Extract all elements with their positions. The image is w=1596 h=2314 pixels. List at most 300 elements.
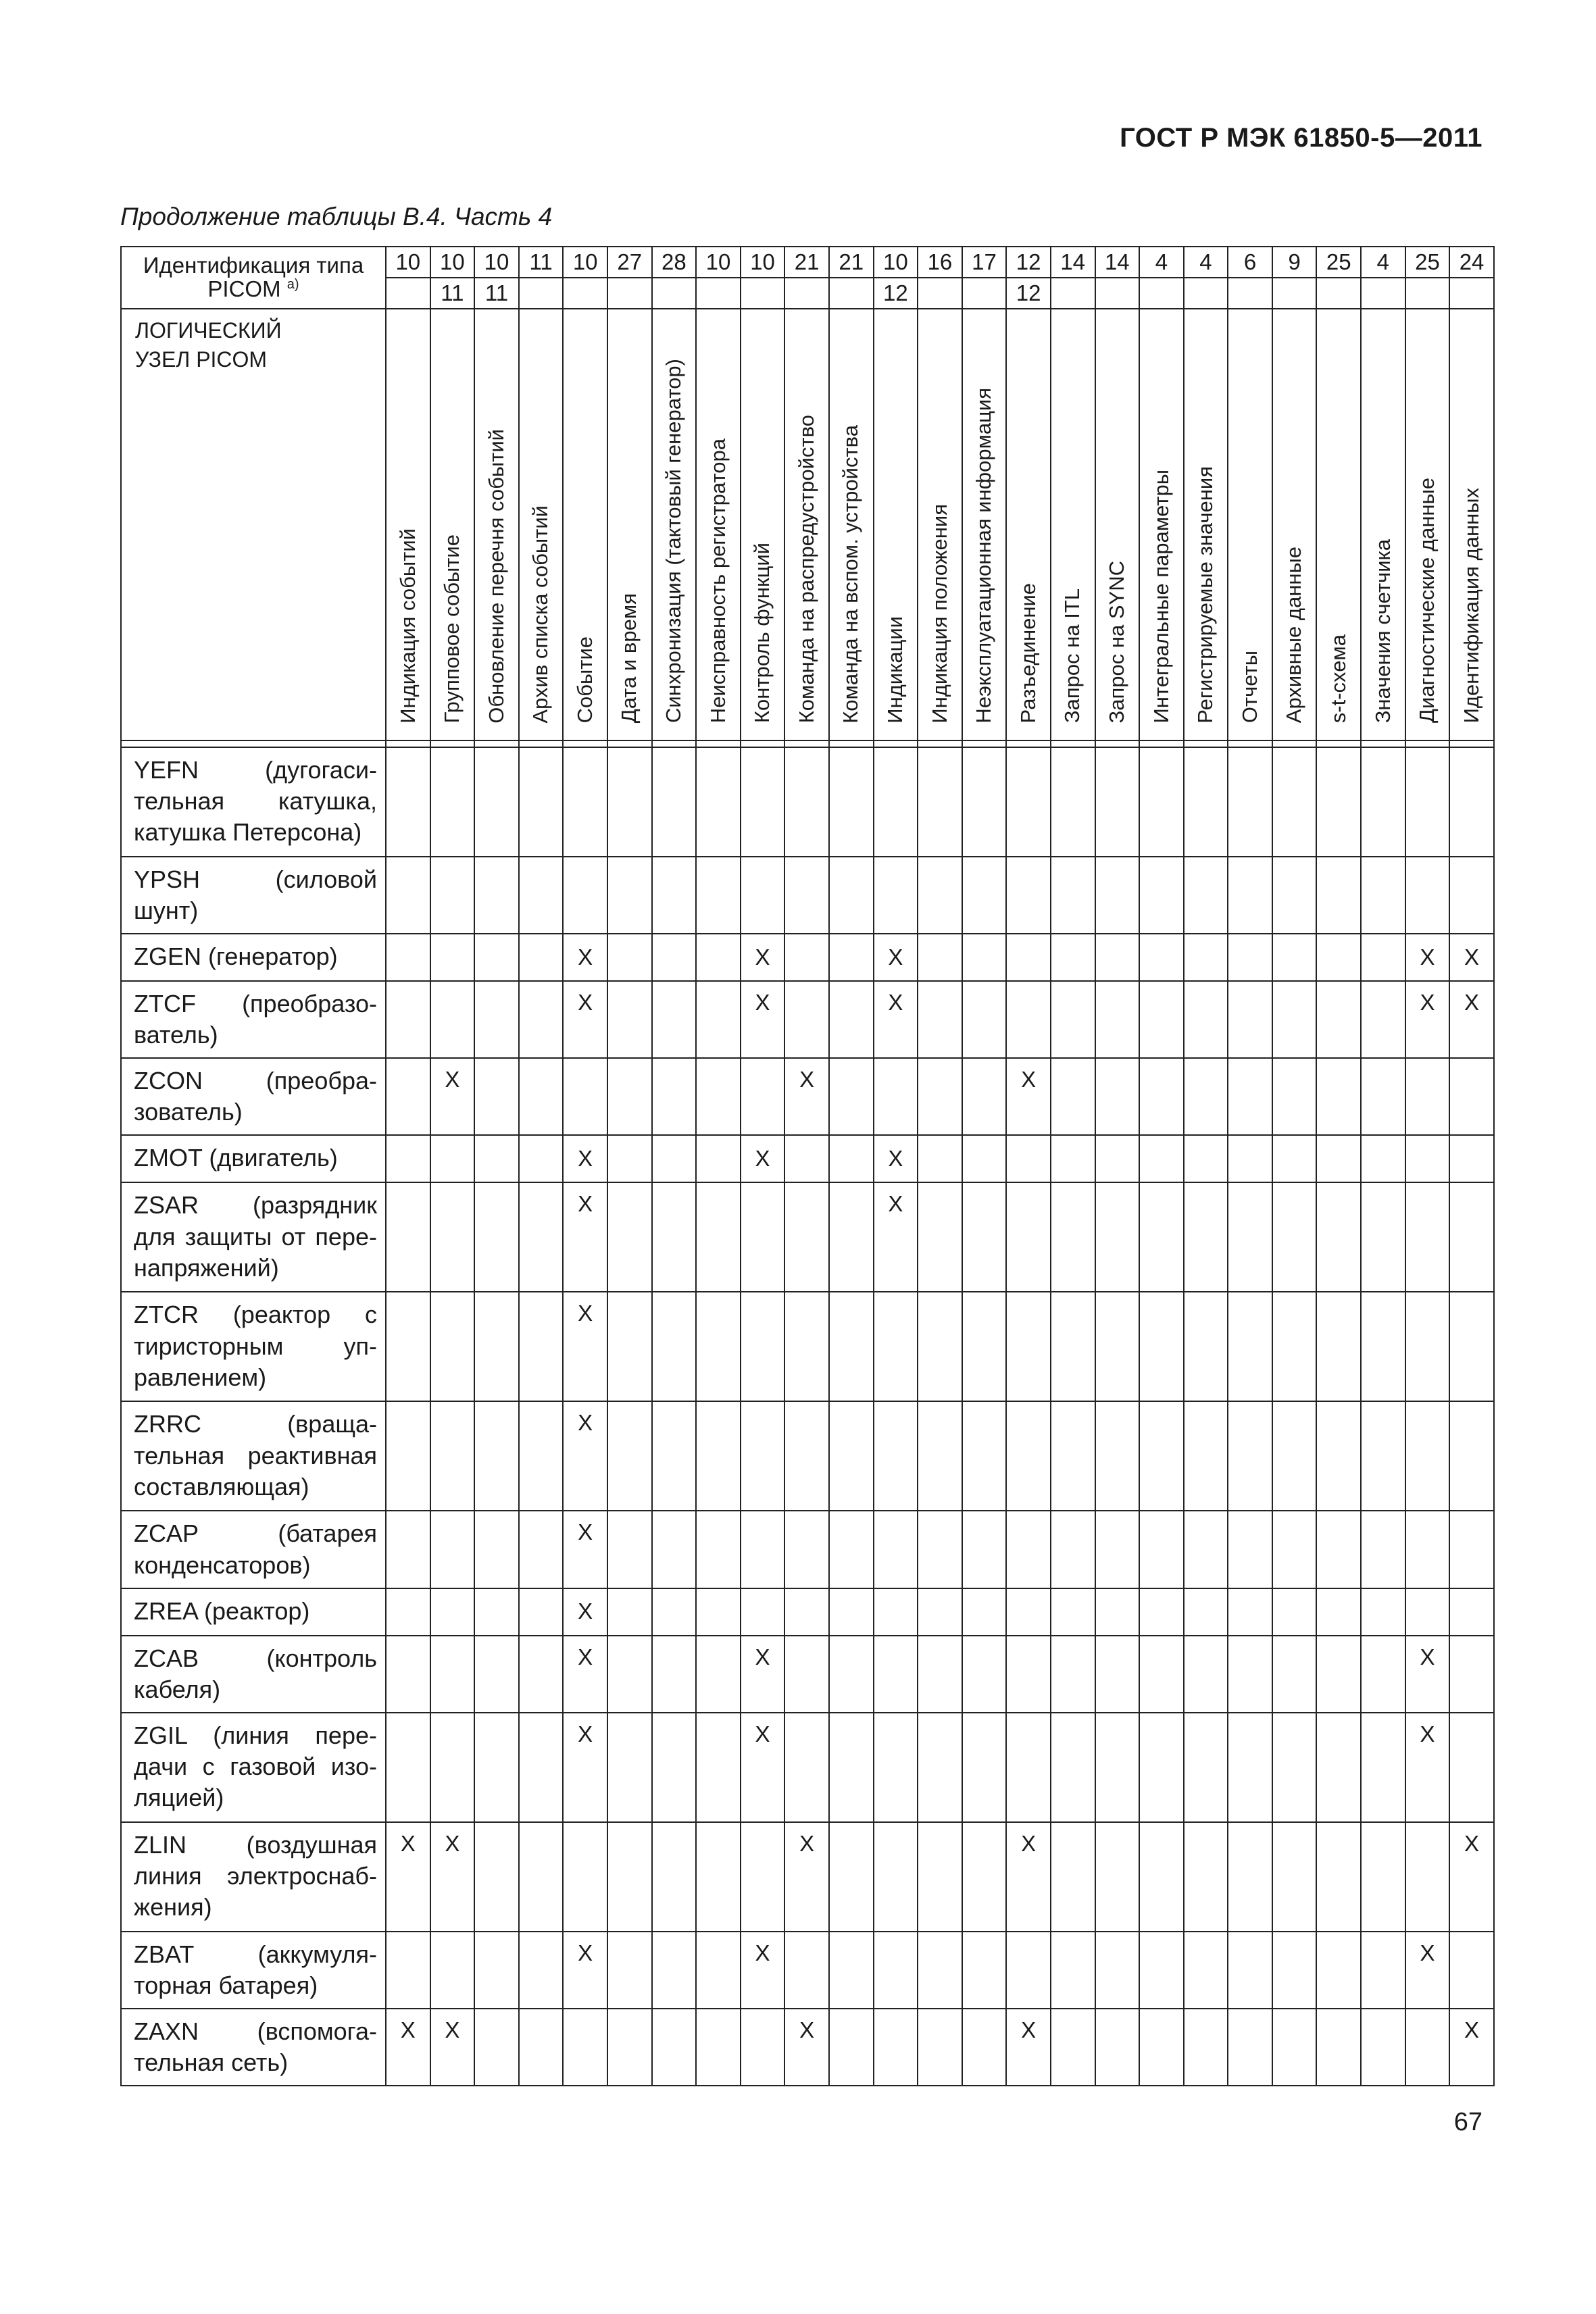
type-id-label: Идентификация типа PICOM (143, 253, 364, 301)
empty-cell (1228, 981, 1272, 1058)
empty-cell (1051, 934, 1095, 981)
x-mark: X (386, 1822, 430, 1932)
column-header (652, 309, 697, 740)
type-id-subcell (1361, 278, 1405, 309)
empty-cell (1228, 1135, 1272, 1182)
empty-cell (519, 981, 564, 1058)
empty-cell (1316, 1182, 1361, 1292)
empty-cell (519, 857, 564, 934)
empty-cell (784, 1292, 829, 1401)
empty-cell (1316, 747, 1361, 857)
empty-cell (1139, 1588, 1184, 1636)
empty-cell (1051, 1292, 1095, 1401)
empty-cell (430, 981, 475, 1058)
empty-cell (1095, 1713, 1140, 1822)
logical-node-name: ZREA (реактор) (121, 1588, 386, 1636)
separator-cell (519, 740, 564, 747)
x-mark: X (874, 934, 918, 981)
type-id-cell: 24 (1449, 247, 1494, 278)
empty-cell (1316, 1511, 1361, 1588)
empty-cell (1139, 1511, 1184, 1588)
logical-node-header (121, 309, 386, 740)
empty-cell (874, 1636, 918, 1713)
empty-cell (1006, 934, 1051, 981)
type-id-subcell: 11 (430, 278, 475, 309)
empty-cell (1006, 1401, 1051, 1511)
empty-cell (918, 747, 962, 857)
type-id-cell: 9 (1272, 247, 1317, 278)
empty-cell (519, 1822, 564, 1932)
x-mark: X (563, 981, 607, 1058)
empty-cell (430, 934, 475, 981)
column-header-label: Команда на вспом. устройства (839, 424, 863, 724)
empty-cell (829, 1636, 874, 1713)
x-mark: X (430, 2009, 475, 2086)
empty-cell (607, 1135, 652, 1182)
empty-cell (741, 1401, 785, 1511)
logical-node-name: ZCON (преобразователь) (121, 1058, 386, 1135)
x-mark: X (784, 1822, 829, 1932)
empty-cell (474, 857, 519, 934)
column-header (741, 309, 785, 740)
empty-cell (519, 747, 564, 857)
empty-cell (652, 747, 697, 857)
empty-cell (652, 1401, 697, 1511)
empty-cell (563, 747, 607, 857)
column-header-label: Индикация событий (395, 528, 420, 724)
empty-cell (1051, 857, 1095, 934)
column-header (607, 309, 652, 740)
type-id-subcell (696, 278, 741, 309)
empty-cell (1184, 981, 1228, 1058)
empty-cell (607, 1636, 652, 1713)
empty-cell (696, 1713, 741, 1822)
empty-cell (1272, 857, 1317, 934)
x-mark: X (1405, 1932, 1450, 2009)
empty-cell (386, 1292, 430, 1401)
empty-cell (519, 1511, 564, 1588)
document-header: ГОСТ Р МЭК 61850-5—2011 (1120, 123, 1482, 153)
type-id-subcell (563, 278, 607, 309)
empty-cell (696, 934, 741, 981)
logical-node-name: ZGIL (линия передачи с газовой изоляцией) (121, 1713, 386, 1822)
type-id-cell: 10 (386, 247, 430, 278)
x-mark: X (1405, 1713, 1450, 1822)
column-header-label: Обновление перечня событий (484, 428, 508, 724)
empty-cell (1449, 1182, 1494, 1292)
empty-cell (430, 1511, 475, 1588)
empty-cell (563, 1822, 607, 1932)
empty-cell (962, 1135, 1007, 1182)
x-mark: X (784, 1058, 829, 1135)
empty-cell (1051, 1135, 1095, 1182)
x-mark: X (563, 1636, 607, 1713)
empty-cell (784, 857, 829, 934)
x-mark: X (741, 981, 785, 1058)
separator-cell (696, 740, 741, 747)
x-mark: X (1449, 2009, 1494, 2086)
empty-cell (962, 1822, 1007, 1932)
empty-cell (1228, 1058, 1272, 1135)
empty-cell (1272, 2009, 1317, 2086)
empty-cell (1361, 1182, 1405, 1292)
empty-cell (1184, 1932, 1228, 2009)
empty-cell (652, 1292, 697, 1401)
empty-cell (918, 1058, 962, 1135)
empty-cell (1228, 747, 1272, 857)
empty-cell (1184, 747, 1228, 857)
empty-cell (1405, 747, 1450, 857)
empty-cell (1361, 1932, 1405, 2009)
table-row (121, 1636, 1494, 1713)
empty-cell (1095, 1511, 1140, 1588)
column-header (430, 309, 475, 740)
column-header (563, 309, 607, 740)
separator-cell (1184, 740, 1228, 747)
logical-node-name: ZMOT (двигатель) (121, 1135, 386, 1182)
type-id-cell: 17 (962, 247, 1007, 278)
empty-cell (918, 1822, 962, 1932)
empty-cell (430, 857, 475, 934)
separator-cell (1228, 740, 1272, 747)
empty-cell (1449, 1135, 1494, 1182)
empty-cell (741, 2009, 785, 2086)
empty-cell (962, 1058, 1007, 1135)
empty-cell (1361, 1511, 1405, 1588)
empty-cell (1361, 1588, 1405, 1636)
empty-cell (829, 981, 874, 1058)
empty-cell (1051, 1636, 1095, 1713)
column-header (1449, 309, 1494, 740)
empty-cell (607, 1058, 652, 1135)
table-row (121, 857, 1494, 934)
separator-cell (829, 740, 874, 747)
empty-cell (1361, 747, 1405, 857)
separator-cell (1449, 740, 1494, 747)
empty-cell (1051, 747, 1095, 857)
empty-cell (741, 1292, 785, 1401)
column-header-label: Неэксплуатационная информация (972, 387, 996, 724)
type-id-subcell (829, 278, 874, 309)
empty-cell (696, 1292, 741, 1401)
empty-cell (1051, 1822, 1095, 1932)
type-id-cell: 16 (918, 247, 962, 278)
empty-cell (607, 1401, 652, 1511)
x-mark: X (741, 934, 785, 981)
x-mark: X (874, 1135, 918, 1182)
empty-cell (1006, 1588, 1051, 1636)
empty-cell (962, 1401, 1007, 1511)
table-row (121, 1588, 1494, 1636)
empty-cell (1006, 747, 1051, 857)
type-id-subcell (519, 278, 564, 309)
x-mark: X (874, 1182, 918, 1292)
column-header (386, 309, 430, 740)
empty-cell (829, 1135, 874, 1182)
separator-cell (121, 740, 386, 747)
empty-cell (784, 1932, 829, 2009)
separator-cell (563, 740, 607, 747)
type-id-subcell (918, 278, 962, 309)
empty-cell (784, 981, 829, 1058)
empty-cell (1405, 1822, 1450, 1932)
x-mark: X (741, 1932, 785, 2009)
empty-cell (1405, 1182, 1450, 1292)
empty-cell (1361, 1135, 1405, 1182)
empty-cell (741, 1182, 785, 1292)
empty-cell (1051, 1182, 1095, 1292)
empty-cell (1272, 1182, 1317, 1292)
empty-cell (829, 1713, 874, 1822)
empty-cell (386, 1401, 430, 1511)
empty-cell (918, 1713, 962, 1822)
empty-cell (1139, 2009, 1184, 2086)
empty-cell (1184, 1713, 1228, 1822)
type-id-subcell (607, 278, 652, 309)
empty-cell (607, 1588, 652, 1636)
empty-cell (1139, 1292, 1184, 1401)
empty-cell (1361, 934, 1405, 981)
empty-cell (918, 1932, 962, 2009)
empty-cell (1139, 934, 1184, 981)
empty-cell (519, 1058, 564, 1135)
type-id-subcell (386, 278, 430, 309)
empty-cell (874, 1713, 918, 1822)
empty-cell (652, 1511, 697, 1588)
type-id-cell: 10 (474, 247, 519, 278)
empty-cell (1095, 1058, 1140, 1135)
empty-cell (1051, 1713, 1095, 1822)
empty-cell (829, 1401, 874, 1511)
x-mark: X (563, 1401, 607, 1511)
empty-cell (652, 857, 697, 934)
table-row (121, 1932, 1494, 2009)
logical-node-label: ЛОГИЧЕСКИЙ УЗЕЛ PICOM (135, 318, 282, 372)
empty-cell (430, 747, 475, 857)
empty-cell (1228, 934, 1272, 981)
empty-cell (1051, 1932, 1095, 2009)
type-id-subcell: 12 (874, 278, 918, 309)
empty-cell (874, 1588, 918, 1636)
empty-cell (1095, 1135, 1140, 1182)
empty-cell (474, 1822, 519, 1932)
logical-node-name: YEFN (дугогасительная катушка, катушка Петерсона) (121, 747, 386, 857)
logical-node-name: ZGEN (генератор) (121, 934, 386, 981)
column-header (962, 309, 1007, 740)
empty-cell (474, 1292, 519, 1401)
empty-cell (607, 1511, 652, 1588)
table-row (121, 1058, 1494, 1135)
empty-cell (1184, 2009, 1228, 2086)
empty-cell (474, 1932, 519, 2009)
empty-cell (1361, 1822, 1405, 1932)
empty-cell (962, 1636, 1007, 1713)
separator-cell (1095, 740, 1140, 747)
empty-cell (1184, 1135, 1228, 1182)
x-mark: X (784, 2009, 829, 2086)
column-header (784, 309, 829, 740)
empty-cell (1051, 1588, 1095, 1636)
empty-cell (962, 1511, 1007, 1588)
type-id-cell: 6 (1228, 247, 1272, 278)
empty-cell (1139, 1636, 1184, 1713)
empty-cell (962, 1182, 1007, 1292)
empty-cell (1184, 1636, 1228, 1713)
column-header (474, 309, 519, 740)
separator-cell (1361, 740, 1405, 747)
empty-cell (962, 981, 1007, 1058)
x-mark: X (563, 1182, 607, 1292)
empty-cell (1139, 1182, 1184, 1292)
x-mark: X (563, 1292, 607, 1401)
logical-node-name: ZCAB (контроль кабеля) (121, 1636, 386, 1713)
type-id-subcell (1228, 278, 1272, 309)
column-header-label: Диагностические данные (1415, 478, 1439, 724)
column-header (829, 309, 874, 740)
empty-cell (1449, 1511, 1494, 1588)
empty-cell (1361, 857, 1405, 934)
column-names-row (121, 309, 1494, 740)
x-mark: X (1405, 1636, 1450, 1713)
empty-cell (741, 1058, 785, 1135)
empty-cell (386, 857, 430, 934)
empty-cell (918, 1292, 962, 1401)
empty-cell (1095, 857, 1140, 934)
empty-cell (386, 981, 430, 1058)
empty-cell (829, 1292, 874, 1401)
separator-cell (1272, 740, 1317, 747)
logical-node-name: ZBAT (аккумуляторная батарея) (121, 1932, 386, 2009)
x-mark: X (741, 1636, 785, 1713)
separator-cell (607, 740, 652, 747)
empty-cell (519, 1932, 564, 2009)
logical-node-name: ZRRC (вращательная реактивная составляющая) (121, 1401, 386, 1511)
type-id-subcell: 12 (1006, 278, 1051, 309)
empty-cell (829, 857, 874, 934)
type-id-cell: 12 (1006, 247, 1051, 278)
type-id-cell: 10 (874, 247, 918, 278)
type-id-cell: 10 (696, 247, 741, 278)
empty-cell (1139, 857, 1184, 934)
empty-cell (1184, 1588, 1228, 1636)
empty-cell (874, 747, 918, 857)
empty-cell (1272, 747, 1317, 857)
empty-cell (607, 2009, 652, 2086)
empty-cell (652, 1182, 697, 1292)
x-mark: X (1449, 934, 1494, 981)
empty-cell (1095, 981, 1140, 1058)
empty-cell (829, 1822, 874, 1932)
type-id-subcell (741, 278, 785, 309)
empty-cell (652, 1588, 697, 1636)
empty-cell (1139, 1932, 1184, 2009)
x-mark: X (1006, 1058, 1051, 1135)
empty-cell (607, 1713, 652, 1822)
empty-cell (1449, 1588, 1494, 1636)
column-header-label: Отчеты (1237, 651, 1262, 724)
empty-cell (1405, 1135, 1450, 1182)
empty-cell (652, 1058, 697, 1135)
empty-cell (1405, 1588, 1450, 1636)
empty-cell (1316, 1292, 1361, 1401)
column-header (1184, 309, 1228, 740)
empty-cell (1361, 1713, 1405, 1822)
type-id-cell: 11 (519, 247, 564, 278)
x-mark: X (563, 1135, 607, 1182)
empty-cell (1228, 857, 1272, 934)
separator-cell (874, 740, 918, 747)
column-header-label: Регистрируемые значения (1193, 466, 1218, 724)
empty-cell (1316, 1135, 1361, 1182)
empty-cell (696, 1822, 741, 1932)
empty-cell (962, 1932, 1007, 2009)
column-header-label: Команда на распредустройство (794, 415, 818, 724)
empty-cell (1051, 1058, 1095, 1135)
type-id-subcell: 11 (474, 278, 519, 309)
empty-cell (1449, 857, 1494, 934)
empty-cell (696, 1588, 741, 1636)
empty-cell (474, 1058, 519, 1135)
x-mark: X (563, 1713, 607, 1822)
empty-cell (918, 1588, 962, 1636)
empty-cell (696, 1058, 741, 1135)
table-row (121, 1511, 1494, 1588)
empty-cell (1361, 1292, 1405, 1401)
empty-cell (474, 1182, 519, 1292)
empty-cell (474, 981, 519, 1058)
empty-cell (607, 981, 652, 1058)
x-mark: X (430, 1058, 475, 1135)
empty-cell (696, 1135, 741, 1182)
empty-cell (1272, 1135, 1317, 1182)
empty-cell (386, 1135, 430, 1182)
x-mark: X (874, 981, 918, 1058)
type-id-subcell (1184, 278, 1228, 309)
empty-cell (430, 1713, 475, 1822)
empty-cell (918, 1182, 962, 1292)
empty-cell (1316, 1058, 1361, 1135)
type-id-subcell (1272, 278, 1317, 309)
x-mark: X (741, 1713, 785, 1822)
empty-cell (652, 1713, 697, 1822)
empty-cell (1272, 981, 1317, 1058)
type-id-cell: 10 (563, 247, 607, 278)
empty-cell (563, 2009, 607, 2086)
empty-cell (386, 1182, 430, 1292)
empty-cell (1051, 981, 1095, 1058)
empty-cell (474, 1511, 519, 1588)
empty-cell (784, 1588, 829, 1636)
empty-cell (874, 1292, 918, 1401)
empty-cell (1139, 981, 1184, 1058)
type-id-cell: 4 (1139, 247, 1184, 278)
empty-cell (1184, 857, 1228, 934)
empty-cell (1316, 857, 1361, 934)
empty-cell (1449, 1058, 1494, 1135)
empty-cell (829, 1588, 874, 1636)
empty-cell (1272, 1636, 1317, 1713)
empty-cell (474, 1588, 519, 1636)
table-row (121, 2009, 1494, 2086)
empty-cell (874, 1511, 918, 1588)
empty-cell (474, 747, 519, 857)
empty-cell (962, 747, 1007, 857)
empty-cell (1095, 1932, 1140, 2009)
type-id-subcell (1316, 278, 1361, 309)
empty-cell (829, 1932, 874, 2009)
column-header (1051, 309, 1095, 740)
empty-cell (1095, 1182, 1140, 1292)
